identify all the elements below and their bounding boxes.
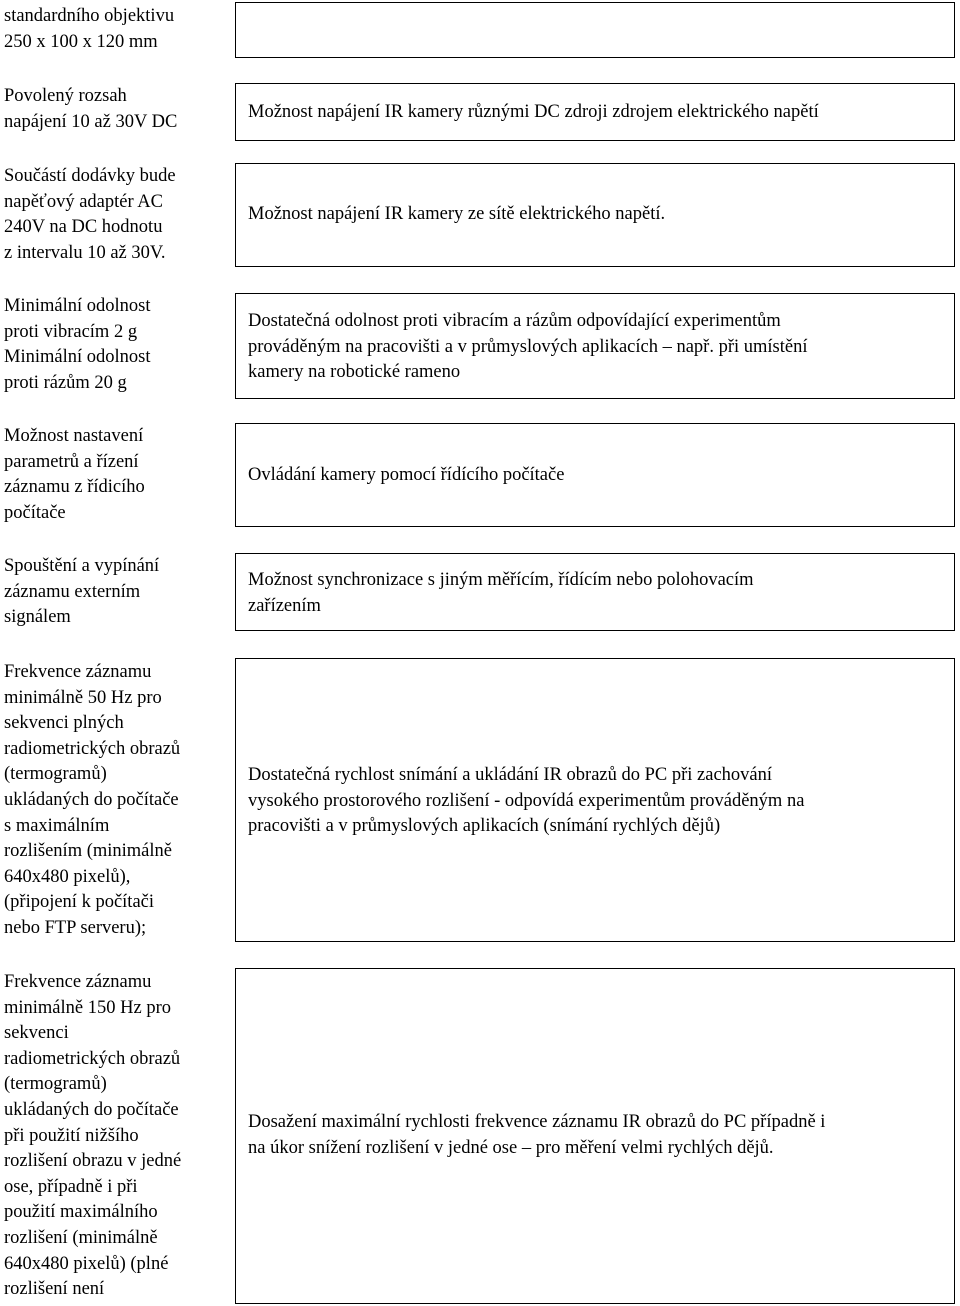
requirement-row	[0, 550, 960, 634]
response-text: Možnost synchronizace s jiným měřícím, řídícím nebo polohovacím zařízením	[248, 570, 754, 616]
response-text: Možnost napájení IR kamery ze sítě elektrického napětí.	[248, 204, 666, 224]
requirement-spec: Možnost nastavení parametrů a řízení záznamu z řídicího počítače	[4, 426, 145, 523]
response-box	[235, 163, 955, 267]
response-box	[235, 658, 955, 942]
requirement-row	[0, 420, 960, 530]
response-text: Ovládání kamery pomocí řídícího počítače	[248, 465, 565, 485]
requirement-row	[0, 656, 960, 946]
requirement-spec: standardního objektivu 250 x 100 x 120 mm	[4, 6, 175, 52]
requirement-row	[0, 290, 960, 402]
response-text: Dostatečná rychlost snímání a ukládání IR obrazů do PC při zachování vysokého prostorového rozlišení - odpovídá experimentům prováděným na pracovišti a v průmyslových aplikacích (snímání rychlých dějů)	[248, 765, 805, 837]
requirement-spec: Frekvence záznamu minimálně 150 Hz pro sekvenci radiometrických obrazů (termogramů) ukládaných do počítače při použití nižšího rozlišení obrazu v jedné ose, případně i při použití maximálního rozlišení (minimálně 640x480 pixelů) (plné rozlišení není	[4, 972, 182, 1300]
response-box	[235, 423, 955, 527]
requirement-row	[0, 966, 960, 1306]
requirement-row	[0, 0, 960, 60]
requirement-spec: Frekvence záznamu minimálně 50 Hz pro sekvenci plných radiometrických obrazů (termogramů) ukládaných do počítače s maximálním rozlišením (minimálně 640x480 pixelů), (připojení k počítači nebo FTP serveru);	[4, 662, 181, 938]
requirement-spec: Minimální odolnost proti vibracím 2 g Minimální odolnost proti rázům 20 g	[4, 296, 151, 393]
response-box	[235, 2, 955, 58]
response-text: Dostatečná odolnost proti vibracím a rázům odpovídající experimentům prováděným na pracovišti a v průmyslových aplikacích – např. při umístění kamery na robotické rameno	[248, 311, 808, 383]
response-text: Možnost napájení IR kamery různými DC zdroji zdrojem elektrického napětí	[248, 102, 819, 122]
response-box	[235, 293, 955, 399]
response-box	[235, 83, 955, 141]
requirement-spec: Povolený rozsah napájení 10 až 30V DC	[4, 86, 178, 132]
requirement-spec: Spouštění a vypínání záznamu externím signálem	[4, 556, 160, 628]
response-box	[235, 553, 955, 631]
requirement-spec: Součástí dodávky bude napěťový adaptér AC 240V na DC hodnotu z intervalu 10 až 30V.	[4, 166, 176, 263]
requirement-row	[0, 80, 960, 142]
response-box	[235, 968, 955, 1304]
response-text: Dosažení maximální rychlosti frekvence záznamu IR obrazů do PC případně i na úkor snížení rozlišení v jedné ose – pro měření velmi rychlých dějů.	[248, 1112, 826, 1158]
requirement-row	[0, 160, 960, 270]
